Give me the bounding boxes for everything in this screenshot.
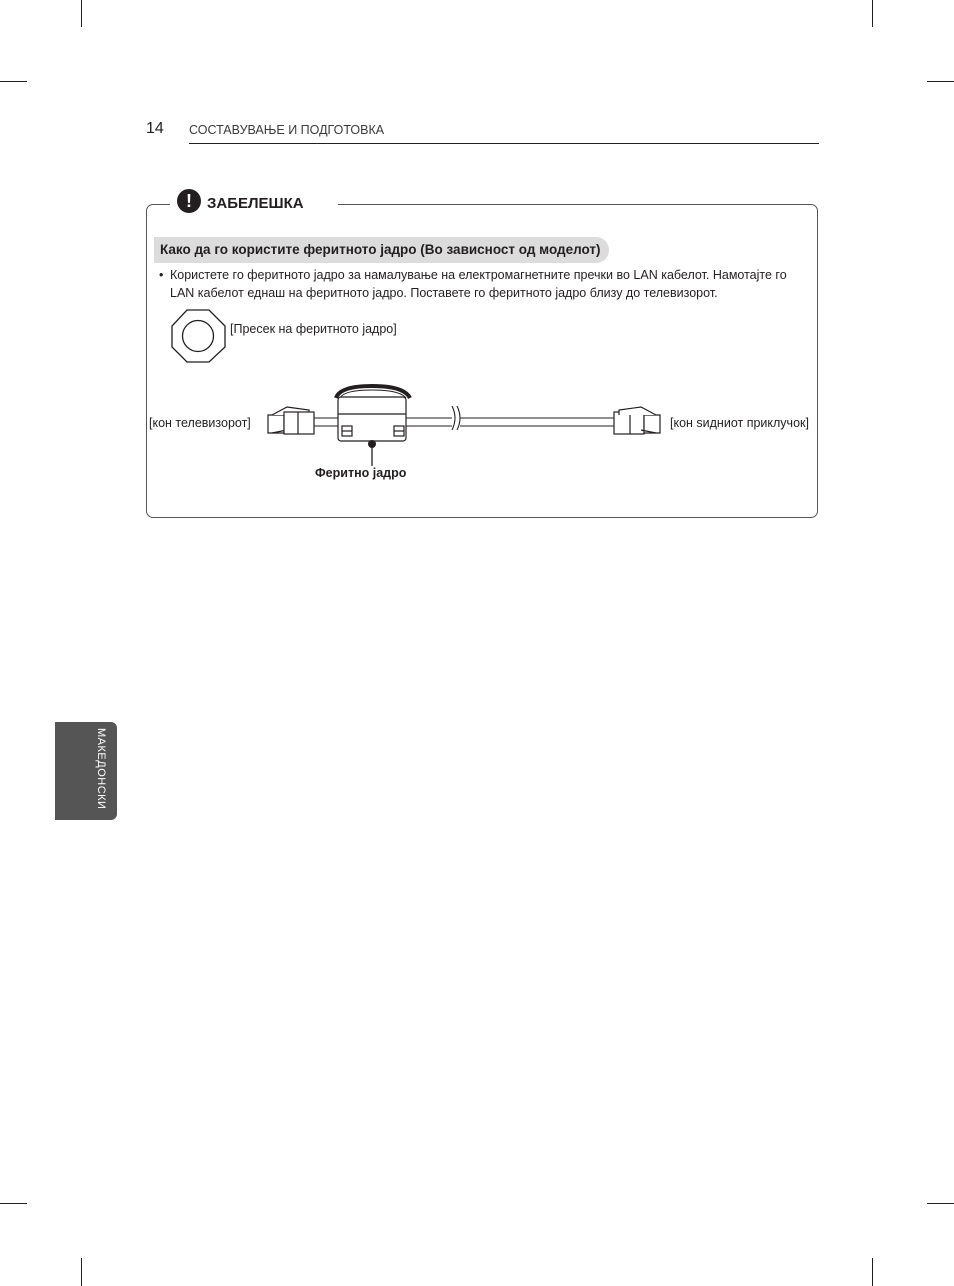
- cross-section-label: [Пресек на феритното јадро]: [230, 322, 397, 336]
- to-tv-label: [кон телевизорот]: [149, 416, 251, 430]
- page-number: 14: [146, 120, 164, 137]
- note-subheading: Како да го користите феритното јадро (Во зависност од моделот): [154, 237, 609, 263]
- ferrite-core-label: Феритно јадро: [315, 466, 407, 480]
- bullet-dot: •: [159, 268, 164, 282]
- to-wall-label: [кон ѕидниот приклучок]: [670, 416, 809, 430]
- language-tab-label: МАКЕДОНСКИ: [95, 728, 107, 810]
- cross-section-icon: [172, 310, 225, 362]
- bullet-text: Користете го феритното јадро за намалување на електромагнетните пречки во LAN кабелот. Намотајте го LAN кабелот еднаш на феритното јадро. Поставете го феритното јадро близу до телевизорот.: [170, 268, 787, 300]
- right-plug-icon: [614, 407, 660, 434]
- ferrite-core-icon: [336, 386, 410, 441]
- left-plug-icon: [268, 407, 314, 434]
- language-tab: [55, 722, 117, 820]
- core-pointer: [369, 441, 376, 467]
- exclamation-icon: !: [177, 189, 201, 213]
- section-title: СОСТАВУВАЊЕ И ПОДГОТОВКА: [189, 123, 385, 137]
- note-title: ЗАБЕЛЕШКА: [207, 195, 304, 212]
